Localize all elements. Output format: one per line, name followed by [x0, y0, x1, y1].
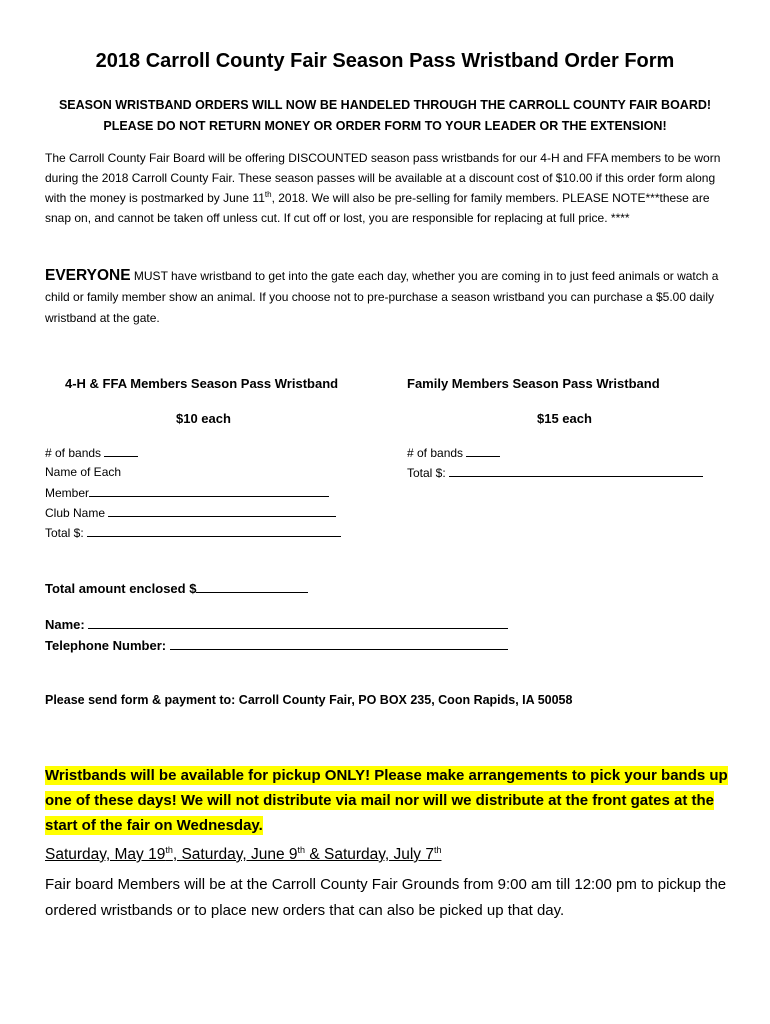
name-input[interactable]	[88, 616, 508, 629]
everyone-paragraph: EVERYONE MUST have wristband to get into the gate each day, whether you are coming in to just feed animals or watch a child or family member show an animal. If you choose not to pre-purchase a season wristband you can purchase a $5.00 daily wristband at the gate.	[45, 267, 719, 325]
members-member-field: Member	[45, 485, 329, 500]
telephone-input[interactable]	[170, 637, 508, 650]
family-total-field: Total $:	[407, 465, 703, 480]
page-title: 2018 Carroll County Fair Season Pass Wristband Order Form	[95, 50, 675, 72]
intro-paragraph: The Carroll County Fair Board will be offering DISCOUNTED season pass wristbands for our 4-H and FFA members to be worn during the 2018 Carroll County Fair. These season passes will be available at a discount cost of $10.00 if this order form along with the money is postmarked by June 11th, 2018. We will also be pre-selling for family members. PLEASE NOTE***these are snap on, and cannot be taken off unless cut. If cut off or lost, you are responsible for replacing at full price. ****	[45, 151, 721, 225]
family-bands-input[interactable]	[466, 445, 500, 457]
everyone-emphasis: EVERYONE	[45, 267, 131, 284]
members-club-field: Club Name	[45, 505, 336, 520]
members-club-input[interactable]	[108, 505, 336, 517]
pickup-dates: Saturday, May 19th, Saturday, June 9th & Saturday, July 7th	[45, 844, 442, 863]
members-bands-field: # of bands	[45, 445, 138, 460]
family-bands-field: # of bands	[407, 445, 500, 460]
members-column-heading: 4-H & FFA Members Season Pass Wristband	[65, 376, 339, 391]
family-total-input[interactable]	[449, 465, 703, 477]
telephone-field: Telephone Number:	[45, 637, 508, 653]
members-total-input[interactable]	[87, 525, 341, 537]
fair-board-info: Fair board Members will be at the Carroll County Fair Grounds from 9:00 am till 12:00 pm to pickup the ordered wristbands or to place new orders that can also be picked up that day.	[45, 876, 727, 919]
notice-line-2: PLEASE DO NOT RETURN MONEY OR ORDER FORM TO YOUR LEADER OR THE EXTENSION!	[103, 119, 667, 133]
members-bands-input[interactable]	[104, 445, 138, 457]
members-total-field: Total $:	[45, 525, 341, 540]
family-price: $15 each	[537, 411, 592, 426]
family-column-heading: Family Members Season Pass Wristband	[407, 376, 660, 391]
total-enclosed-input[interactable]	[196, 580, 308, 593]
pickup-notice: Wristbands will be available for pickup ONLY! Please make arrangements to pick your bands up one of these days! We will not distribute via mail nor will we distribute at the front gates at the start of the fair on Wednesday.	[45, 767, 728, 834]
members-price: $10 each	[176, 411, 231, 426]
members-name-label: Name of Each	[45, 465, 122, 479]
total-enclosed-field: Total amount enclosed $	[45, 580, 308, 596]
members-names-input[interactable]	[89, 485, 329, 497]
name-field: Name:	[45, 616, 508, 632]
mailing-address: Please send form & payment to: Carroll County Fair, PO BOX 235, Coon Rapids, IA 50058	[45, 693, 573, 707]
notice-line-1: SEASON WRISTBAND ORDERS WILL NOW BE HANDELED THROUGH THE CARROLL COUNTY FAIR BOARD!	[58, 98, 712, 112]
